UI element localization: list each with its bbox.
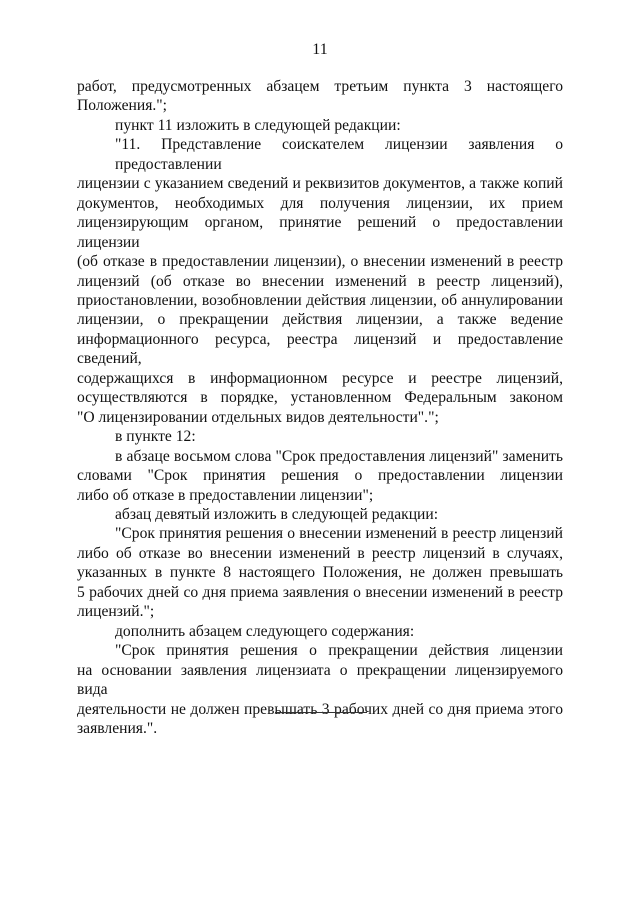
text-line: содержащихся в информационном ресурсе и реестре лицензий, xyxy=(77,369,563,387)
text-line: лицензий (об отказе во внесении изменений в реестр лицензий), xyxy=(77,272,563,290)
text-line: лицензии, о прекращении действия лицензии, а также ведение xyxy=(77,311,563,329)
text-line: документов, необходимых для получения лицензии, их прием xyxy=(77,194,563,212)
text-line: абзац девятый изложить в следующей редакции: xyxy=(115,505,439,523)
text-line: работ, предусмотренных абзацем третьим пункта 3 настоящего xyxy=(77,78,563,95)
text-line: "Срок принятия решения о внесении изменений в реестр лицензий xyxy=(115,525,563,543)
text-line: лицензий."; xyxy=(77,603,155,621)
text-line: словами "Срок принятия решения о предоставлении лицензии xyxy=(77,467,563,485)
text-line: приостановлении, возобновлении действия лицензии, об аннулировании xyxy=(77,291,563,309)
text-line: "О лицензировании отдельных видов деятельности"."; xyxy=(77,408,439,426)
text-line: на основании заявления лицензиата о прекращении лицензируемого вида xyxy=(77,661,563,699)
text-line: Положения."; xyxy=(77,97,167,115)
text-line: либо об отказе во внесении изменений в реестр лицензий в случаях, xyxy=(77,544,563,562)
text-line: 5 рабочих дней со дня приема заявления о внесении изменений в реестр xyxy=(77,583,563,601)
text-line: "11. Представление соискателем лицензии заявления о предоставлении xyxy=(115,136,563,173)
document-body xyxy=(77,77,563,738)
text-line: лицензии с указанием сведений и реквизитов документов, а также копий xyxy=(77,175,563,193)
text-line: деятельности не должен превышать 3 рабочих дней со дня приема этого xyxy=(77,700,563,718)
text-line: дополнить абзацем следующего содержания: xyxy=(115,622,415,640)
text-line: либо об отказе в предоставлении лицензии"; xyxy=(77,486,374,504)
text-line: заявления.". xyxy=(77,719,158,737)
text-line: (об отказе в предоставлении лицензии), о внесении изменений в реестр xyxy=(77,253,563,271)
end-separator-line xyxy=(275,712,367,713)
text-line: информационного ресурса, реестра лицензий и предоставление сведений, xyxy=(77,330,563,368)
text-line: пункт 11 изложить в следующей редакции: xyxy=(115,116,401,134)
text-line: в пункте 12: xyxy=(115,428,196,446)
text-line: лицензирующим органом, принятие решений о предоставлении лицензии xyxy=(77,214,563,251)
text-line: в абзаце восьмом слова "Срок предоставления лицензий" заменить xyxy=(115,447,563,465)
page-number: 11 xyxy=(312,41,328,58)
text-line: "Срок принятия решения о прекращении действия лицензии xyxy=(115,642,563,660)
text-line: указанных в пункте 8 настоящего Положения, не должен превышать xyxy=(77,564,563,582)
text-line: осуществляются в порядке, установленном Федеральным законом xyxy=(77,389,563,407)
